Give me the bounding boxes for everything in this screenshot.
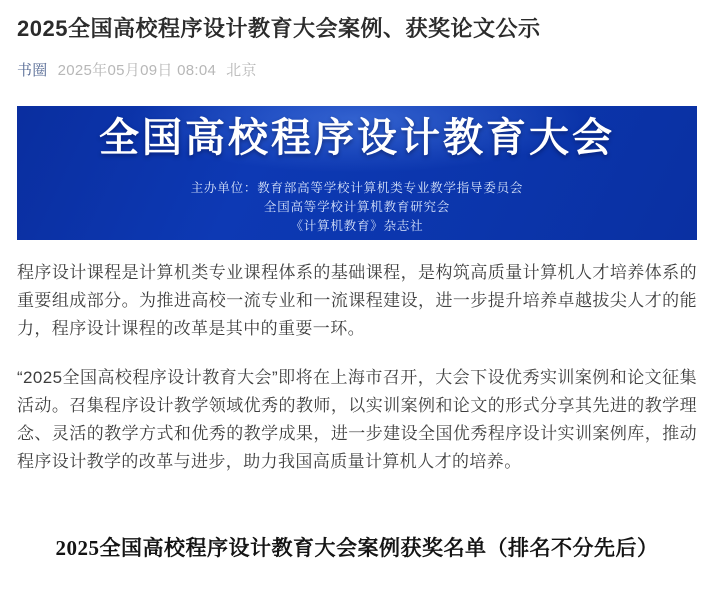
organizer-line: 全国高等学校计算机教育研究会 [263, 199, 451, 214]
paragraph-course-intro: 程序设计课程是计算机类专业课程体系的基础课程，是构筑高质量计算机人才培养体系的重要组成部分。为推进高校一流专业和一流课程建设，进一步提升培养卓越拔尖人才的能力，程序设计课程的改革是其中的重要一环。 [17, 262, 697, 338]
banner-organizers [17, 179, 697, 236]
paragraph-conference-info: “2025全国高校程序设计教育大会”即将在上海市召开，大会下设优秀实训案例和论文征集活动。召集程序设计教学领域优秀的教师，以实训案例和论文的形式分享其先进的教学理念、灵活的教学方式和优秀的教学成果，进一步建设全国优秀程序设计实训案例库，推动程序设计教学的改革与进步，助力我国高质量计算机人才的培养。 [17, 367, 697, 471]
conference-banner-image[interactable] [17, 106, 697, 240]
article-meta [17, 59, 697, 80]
publish-datetime: 2025年05月09日 08:04 [57, 61, 217, 79]
article-page [0, 13, 716, 562]
account-name-link[interactable]: 书圈 [17, 61, 48, 79]
awards-list-heading: 2025全国高校程序设计教育大会案例获奖名单（排名不分先后） [55, 535, 659, 560]
organizer-line: 主办单位：教育部高等学校计算机类专业教学指导委员会 [190, 180, 524, 195]
publish-location: 北京 [226, 61, 257, 79]
organizer-line: 《计算机教育》杂志社 [290, 218, 424, 233]
article-title: 2025全国高校程序设计教育大会案例、获奖论文公示 [17, 16, 541, 41]
banner-title: 全国高校程序设计教育大会 [99, 115, 615, 160]
